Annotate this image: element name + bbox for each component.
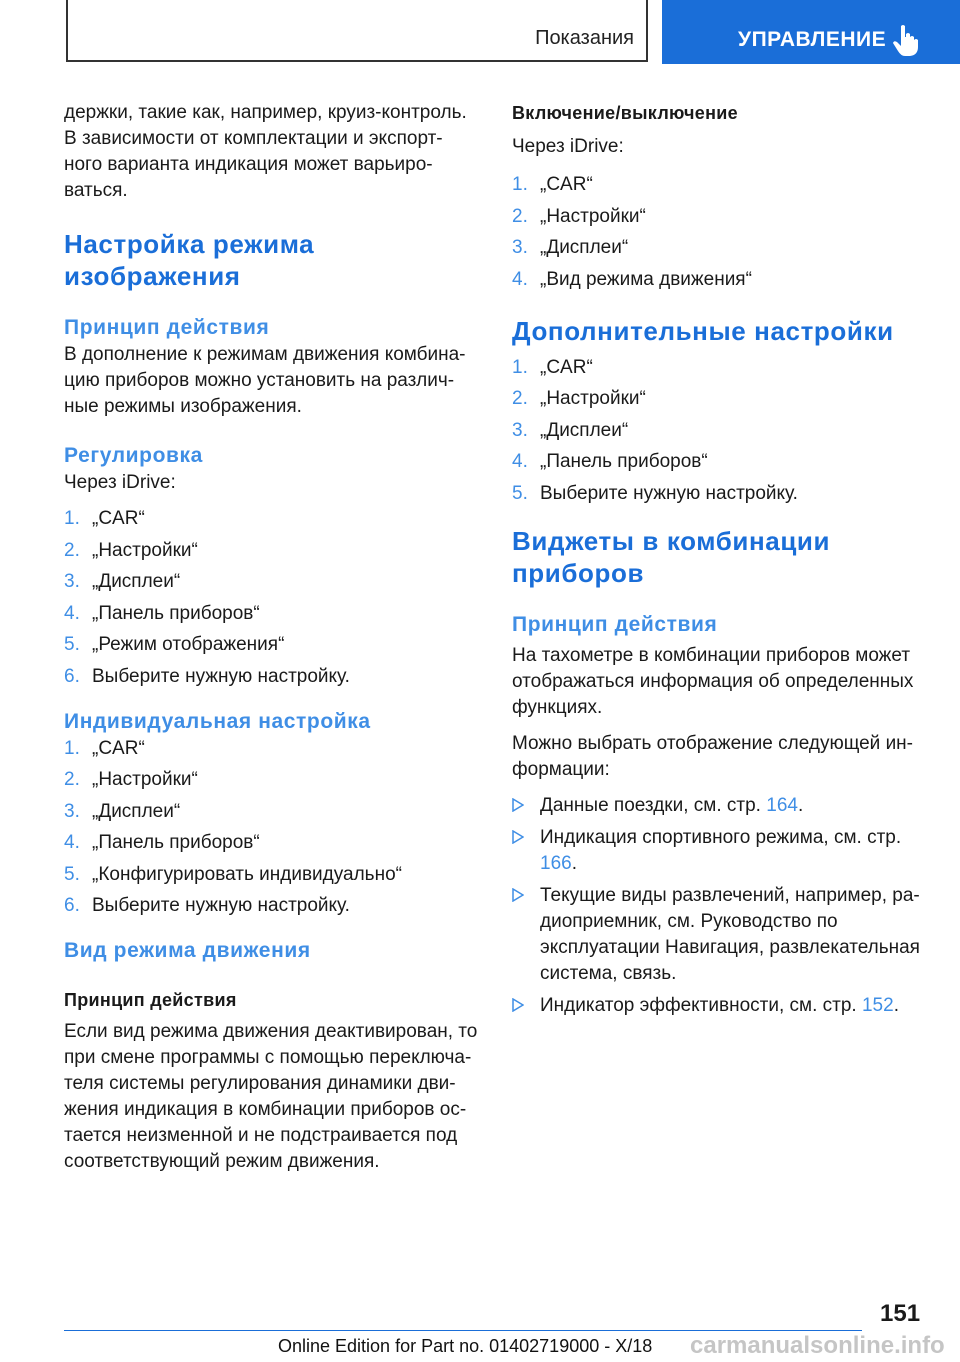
step-text: Выберите нужную настройку.	[92, 895, 350, 916]
heading-additional-settings: Дополнительные настройки	[512, 315, 894, 346]
bullet-text: Данные поездки, см. стр.	[540, 794, 767, 816]
step-text: „Дисплеи“	[92, 800, 181, 822]
step-text: „CAR“	[92, 737, 145, 759]
step-number: 3.	[64, 571, 80, 592]
step-number: 1.	[512, 356, 528, 378]
list-item	[512, 172, 932, 198]
list-item	[64, 893, 479, 919]
step-text: „Панель приборов“	[92, 832, 260, 853]
list-item	[512, 883, 932, 987]
step-text: Выберите нужную настройку.	[92, 665, 350, 687]
step-number: 2.	[512, 388, 528, 409]
list-item	[64, 862, 479, 888]
step-text: „Дисплеи“	[540, 419, 629, 441]
hand-pointer-icon	[892, 24, 922, 56]
bullet-tail: .	[571, 852, 577, 874]
step-text: „Панель приборов“	[540, 451, 708, 472]
heading-principle: Принцип действия	[512, 612, 718, 636]
heading-individual: Индивидуальная настройка	[64, 709, 371, 733]
list-item	[64, 799, 479, 825]
step-text: „Конфигурировать индивидуально“	[92, 863, 402, 885]
step-text: „Дисплеи“	[92, 571, 181, 592]
triangle-bullet-icon	[512, 888, 524, 902]
step-text: Выберите нужную настройку.	[540, 482, 798, 504]
drive-mode-paragraph: Если вид режима движения деактивирован, то при смене программы с помощью переключа-теля системы регулирования динамики дви-жения индикация в комбинации приборов ос-тается неизменной и не подстраивается под соответствующий режим движения.	[64, 1021, 478, 1172]
page-link[interactable]: 166	[540, 852, 572, 874]
step-number: 4.	[512, 451, 528, 472]
bullet-text: Текущие виды развлечений, например, ра-диоприемник, см. Руководство по эксплуатации Навигация, развлекательная система, связь.	[540, 884, 920, 984]
page-link[interactable]: 152	[861, 994, 894, 1016]
list-item	[64, 736, 479, 762]
triangle-bullet-icon	[512, 798, 524, 812]
edition-text: Online Edition for Part no. 01402719000 - X/18	[278, 1336, 653, 1356]
principle-paragraph: В дополнение к режимам движения комбина-цию приборов можно установить на различ-ные режимы изображения.	[64, 344, 466, 417]
page-link[interactable]: 164	[766, 794, 798, 816]
step-number: 5.	[64, 863, 80, 885]
step-text: „Панель приборов“	[92, 602, 260, 624]
list-item	[64, 632, 479, 658]
step-text: „CAR“	[540, 356, 593, 378]
list-item	[512, 386, 932, 412]
additional-steps-list	[512, 355, 932, 507]
list-item	[512, 355, 932, 381]
list-item	[64, 830, 479, 856]
list-item	[512, 204, 932, 230]
step-number: 3.	[512, 419, 528, 441]
list-item	[64, 601, 479, 627]
list-item	[512, 449, 932, 475]
bullet-text: Индикатор эффективности, см. стр.	[540, 994, 862, 1016]
step-text: „CAR“	[540, 174, 593, 195]
heading-widgets: Виджеты в комбинации приборов	[512, 525, 831, 588]
via-idrive-text: Через iDrive:	[64, 472, 176, 493]
on-off-steps-list	[512, 172, 932, 293]
step-number: 5.	[64, 634, 80, 655]
bullet-text: Индикация спортивного режима, см. стр.	[540, 826, 902, 848]
via-idrive-text: Через iDrive:	[512, 136, 624, 157]
widgets-paragraph-1: На тахометре в комбинации приборов может отображаться информация об определенных функциях.	[512, 644, 914, 718]
list-item	[512, 267, 932, 293]
widgets-bullet-list	[512, 793, 932, 1019]
heading-regulation: Регулировка	[64, 444, 203, 467]
list-item	[64, 538, 479, 564]
heading-drive-mode: Вид режима движения	[64, 939, 311, 962]
step-text: „Настройки“	[540, 388, 646, 409]
bullet-tail: .	[893, 994, 899, 1016]
step-number: 2.	[64, 769, 80, 790]
footer-divider	[64, 1330, 862, 1331]
individual-steps-list	[64, 736, 479, 920]
list-item	[64, 569, 479, 595]
list-item	[64, 767, 479, 793]
watermark: carmanualsonline.info	[690, 1332, 945, 1359]
step-number: 3.	[64, 800, 80, 822]
step-number: 2.	[512, 205, 528, 227]
list-item	[512, 235, 932, 261]
step-text: „Вид режима движения“	[540, 268, 752, 290]
heading-principle: Принцип действия	[64, 316, 270, 339]
left-column	[64, 100, 479, 1175]
step-number: 6.	[64, 665, 80, 687]
bullet-tail: .	[797, 794, 804, 816]
list-item	[64, 506, 479, 532]
step-number: 4.	[64, 832, 80, 853]
step-text: „Настройки“	[92, 769, 198, 790]
list-item	[512, 825, 932, 877]
list-item	[512, 418, 932, 444]
step-number: 6.	[64, 895, 80, 916]
step-text: „Режим отображения“	[92, 634, 285, 655]
step-text: „Настройки“	[92, 539, 198, 561]
step-text: „Дисплеи“	[540, 237, 629, 258]
triangle-bullet-icon	[512, 830, 524, 844]
step-text: „CAR“	[92, 508, 145, 529]
step-number: 1.	[64, 508, 80, 529]
step-number: 5.	[512, 482, 528, 504]
heading-display-mode: Настройка режима изображения	[64, 229, 315, 291]
active-section-tab[interactable]	[662, 0, 960, 64]
subheading-principle: Принцип действия	[64, 990, 237, 1010]
regulation-steps-list	[64, 506, 479, 690]
right-column	[512, 100, 932, 1025]
step-number: 4.	[64, 602, 80, 624]
step-number: 1.	[512, 174, 528, 195]
triangle-bullet-icon	[512, 998, 524, 1012]
list-item	[512, 793, 932, 819]
subheading-on-off: Включение/выключение	[512, 103, 738, 123]
step-number: 1.	[64, 737, 80, 759]
section-tab-label: Показания	[535, 27, 634, 49]
step-number: 2.	[64, 539, 80, 561]
widgets-paragraph-2: Можно выбрать отображение следующей ин-формации:	[512, 732, 914, 780]
step-number: 3.	[512, 237, 528, 258]
intro-paragraph: держки, такие как, например, круиз-контроль. В зависимости от комплектации и экспорт-ного варианта индикация может варьиро-ваться.	[64, 102, 467, 201]
list-item	[512, 481, 932, 507]
step-text: „Настройки“	[540, 205, 646, 227]
step-number: 4.	[512, 268, 528, 290]
section-tab[interactable]	[66, 0, 648, 62]
active-section-label: УПРАВЛЕНИЕ	[738, 28, 887, 51]
list-item	[64, 664, 479, 690]
page-number: 151	[880, 1300, 921, 1327]
list-item	[512, 993, 932, 1019]
